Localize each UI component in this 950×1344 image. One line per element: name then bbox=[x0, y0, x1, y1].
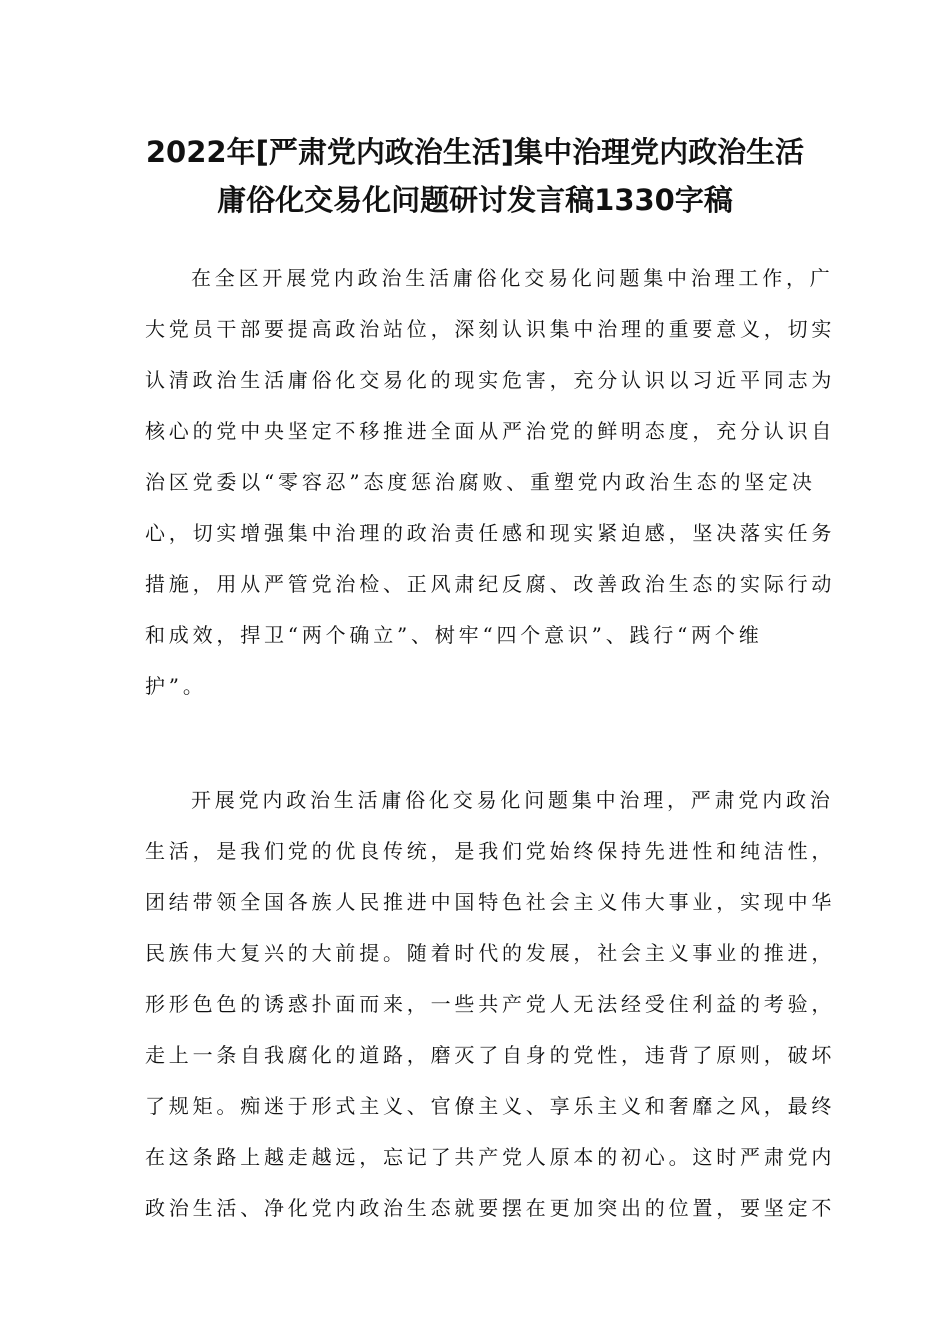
paragraph-line: 形形色色的诱惑扑面而来，一些共产党人无法经受住利益的考验， bbox=[145, 992, 836, 1016]
paragraph-line: 走上一条自我腐化的道路，磨灭了自身的党性，违背了原则，破坏 bbox=[145, 1043, 836, 1067]
paragraph-line: 核心的党中央坚定不移推进全面从严治党的鲜明态度，充分认识自 bbox=[145, 419, 836, 443]
title-line-1: 2022年[严肃党内政治生活]集中治理党内政治生活 bbox=[145, 135, 805, 169]
paragraph-line: 团结带领全国各族人民推进中国特色社会主义伟大事业，实现中华 bbox=[145, 890, 836, 914]
paragraph-line: 治区党委以“零容忍”态度惩治腐败、重塑党内政治生态的坚定决 bbox=[145, 470, 816, 494]
paragraph-line: 了规矩。痴迷于形式主义、官僚主义、享乐主义和奢靡之风，最终 bbox=[145, 1094, 836, 1118]
paragraph-line: 心，切实增强集中治理的政治责任感和现实紧迫感，坚决落实任务 bbox=[145, 521, 836, 545]
paragraph-line: 生活，是我们党的优良传统，是我们党始终保持先进性和纯洁性， bbox=[145, 839, 836, 863]
paragraph-1 bbox=[145, 253, 836, 712]
paragraph-line: 护”。 bbox=[145, 674, 207, 698]
paragraph-line: 开展党内政治生活庸俗化交易化问题集中治理，严肃党内政治 bbox=[191, 788, 834, 812]
paragraph-line: 认清政治生活庸俗化交易化的现实危害，充分认识以习近平同志为 bbox=[145, 368, 836, 392]
paragraph-line: 民族伟大复兴的大前提。随着时代的发展，社会主义事业的推进， bbox=[145, 941, 836, 965]
paragraph-line: 和成效，捍卫“两个确立”、树牢“四个意识”、践行“两个维 bbox=[145, 623, 763, 647]
title-line-2: 庸俗化交易化问题研讨发言稿1330字稿 bbox=[217, 183, 733, 217]
document-title bbox=[100, 128, 850, 224]
paragraph-line: 在全区开展党内政治生活庸俗化交易化问题集中治理工作，广 bbox=[191, 266, 834, 290]
paragraph-line: 政治生活、净化党内政治生态就要摆在更加突出的位置，要坚定不 bbox=[145, 1196, 836, 1220]
paragraph-2 bbox=[145, 775, 836, 1234]
paragraph-line: 措施，用从严管党治检、正风肃纪反腐、改善政治生态的实际行动 bbox=[145, 572, 836, 596]
paragraph-line: 在这条路上越走越远，忘记了共产党人原本的初心。这时严肃党内 bbox=[145, 1145, 836, 1169]
paragraph-line: 大党员干部要提高政治站位，深刻认识集中治理的重要意义，切实 bbox=[145, 317, 836, 341]
